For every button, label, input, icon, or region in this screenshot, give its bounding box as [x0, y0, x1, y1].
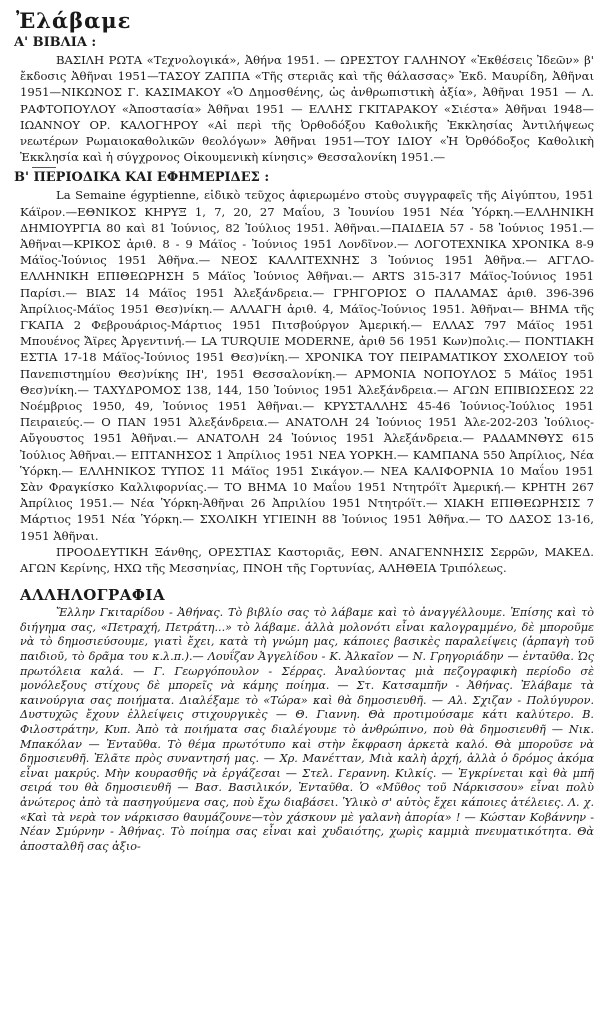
section-divider [32, 167, 56, 168]
section-a-heading: Α' ΒΙΒΛΙΑ : [14, 35, 97, 50]
books-list-text: ΒΑΣΙΛΗ ΡΩΤΑ «Τεχνολογικά», Ἀθήνα 1951. — ΩΡΕΣΤΟΥ ΓΑΛΗΝΟΥ «Ἐκθέσεις Ἰδεῶν» β' ἔκδοσις Ἀθῆναι 1951—ΤΑΣΟΥ ΖΑΠΠΑ «Τῆς στεριᾶς καὶ τῆς θάλασσας» Ἐκδ. Μαυρίδη, Ἀθῆναι 1951—ΝΙΚΩΝΟΣ Γ. ΚΑΣΙΜΑΚΟΥ «Ὁ Δημοσθένης, ὡς ἀνθρωπιστικὴ ἀξία», Ἀθῆναι 1951 — Λ. ΡΑΦΤΟΠΟΥΛΟΥ «Ἀποστασία» Ἀθῆναι 1951 — ΕΛΛΗΣ ΓΚΙΤΑΡΑΚΟΥ «Σιέστα» Ἀθῆναι 1948—ΙΩΑΝΝΟΥ ΟΡ. ΚΑΛΟΓΗΡΟΥ «Αἱ περὶ τῆς Ὀρθοδόξου Καθολικῆς Ἐκκλησίας Ἀντιλήψεως νεωτέρων Ρωμαιοκαθολικῶν θεολόγων» Ἀθῆναι 1951—ΤΟΥ ΙΔΙΟΥ «Ἡ Ὀρθόδοξος Καθολικὴ Ἐκκλησία καὶ ἡ σύγχρονος Οἰκουμενικὴ κίνησις» Θεσσαλονίκη 1951.— [20, 53, 594, 165]
page-title: Ἐλάβαμε [16, 8, 132, 33]
correspondence-text: Ἔλλην Γκιταρίδου - Ἀθήνας. Τὸ βιβλίο σας τὸ λάβαμε καὶ τὸ ἀναγγέλλουμε. Ἐπίσης καὶ τὸ διήγημα σας, «Πετραχή, Πετράτη...» τὸ λάβαμε. ἀλλὰ μολονότι εἶναι καλογραμμένο, δὲ μποροῦμε νὰ τὸ δημοσιεύσουμε, γιατὶ ἔχει, κατὰ τὴ γνώμη μας, κάποιες βασικὲς παραλείψεις (ἁρπαγὴ τοῦ παιδιοῦ, τὸ δρᾶμα του κ.λ.π.).— Λουΐζαν Ἀγγελίδου - Κ. Ἀλκαῖον — Ν. Γρηγοριάδην — ἐνταῦθα. Ὡς πρωτόλεια καλά. — Γ. Γεωργόπουλον - Σέρρας. Ἀναλύοντας μιὰ πεζογραφικὴ περίοδο σὲ μονόλεξους στίχους δὲ μπορεῖς νὰ κάμης ποίημα. — Στ. Κατσαμπῆν - Ἀθήνας. Ἐλάβαμε τὰ καινούργια σας ποιήματα. Διαλέξαμε τὸ «Τώρα» καὶ θὰ δημοσιευθῆ. — Αλ. Σχιζαν - Πολύγυρον. Δυστυχῶς ἔχουν ἐλλείψεις στιχουργικὲς — Θ. Γιαννη. Θὰ προτιμούσαμε κάτι καλύτερο. Β. Φιλοστράτην, Κυπ. Ἀπὸ τὰ ποιήματα σας διαλέγουμε τὸ ἀνθρώπινο, ποὺ θὰ δημοσιευθῆ — Νικ. Μπακόλαν — Ἐνταῦθα. Τὸ θέμα πρωτότυπο καὶ στὴν ἔκφραση ἀρκετὰ καλό. Θὰ μποροῦσε νὰ δημοσιευθῆ. Ἐλᾶτε πρὸς συναντησή μας. — Χρ. Μανέτταν, Μιὰ καλὴ ἀρχή, ἀλλὰ ὁ δρόμος ἀκόμα εἶναι μακρύς. Μὴν κουρασθῆς νὰ ἐργάζεσαι — Στελ. Γεραννη. Κιλκίς. — Ἐγκρίνεται καὶ θὰ μπῆ σειρά του θὰ δημοσιευθῆ — Βασ. Βασιλικόν, Ἐνταῦθα. Ὁ «Μῦθος τοῦ Νάρκισσου» εἶναι πολὺ ἀνώτερος ἀπὸ τὰ πασηγούμενα σας, ποὺ ἔχω διαβάσει. Ὑλικὸ σ' αὐτὸς ἔχει κάποιες ἀτέλειες. Λ. χ. «Καὶ τὰ νερὰ τον νάρκισσο θαυμάζουνε—τὸν χάσκουν μὲ γαλανὴ ἀπορία» ! — Κώσταν Κοβάννην - Νέαν Σμύρνην - Ἀθήνας. Τὸ ποίημα σας εἶναι καὶ χυδαιότης, χωρὶς καμμιὰ πνευματικότητα. Θὰ ἀποσταλθῆ σας ἀξιο- [20, 606, 594, 853]
section-b-heading: Β' ΠΕΡΙΟΔΙΚΑ ΚΑΙ ΕΦΗΜΕΡΙΔΕΣ : [14, 170, 270, 186]
correspondence-heading: ΑΛΛΗΛΟΓΡΑΦΙΑ [20, 586, 166, 605]
periodicals-list-text: La Semaine égyptienne, εἰδικὸ τεῦχος ἀφιερωμένο στοὺς συγγραφεῖς τῆς Αἰγύπτου, 1951 Κάϊρον.—ΕΘΝΙΚΟΣ ΚΗΡΥΞ 1, 7, 20, 27 Μαΐου, 3 Ἰουνίου 1951 Νέα Ὑόρκη.—ΕΛΛΗΝΙΚΗ ΔΗΜΙΟΥΡΓΙΑ 80 καὶ 81 Ἰούνιος, 82 Ἰούλιος 1951. Ἀθῆναι.—ΠΑΙΔΕΙΑ 57 - 58 Ἰούνιος 1951.— Ἀθῆναι—ΚΡΙΚΟΣ ἀριθ. 8 - 9 Μάϊος - Ἰούνιος 1951 Λονδῖνον.— ΛΟΓΟΤΕΧΝΙΚΑ ΧΡΟΝΙΚΑ 8-9 Μάϊος-Ἰούνιος 1951 Ἀθῆνα.— ΝΕΟΣ ΚΑΛΛΙΤΕΧΝΗΣ 3 Ἰούνιος 1951 Ἀθῆνα.— ΑΓΓΛΟ-ΕΛΛΗΝΙΚΗ ΕΠΙΘΕΩΡΗΣΗ 5 Μάϊος Ἰούνιος Ἀθῆναι.— ARTS 315-317 Μάϊος-Ἰούνιος 1951 Παρίσι.— ΒΙΑΣ 14 Μάϊος 1951 Ἀλεξάνδρεια.— ΓΡΗΓΟΡΙΟΣ Ο ΠΑΛΑΜΑΣ ἀριθ. 396-396 Ἀπρίλιος-Μάϊος 1951 Θεσ)νίκη.— ΑΛΛΑΓΗ ἀριθ. 4, Μάϊος-Ἰούνιος 1951. Ἀθῆναι— ΒΗΜΑ τῆς ΓΚΑΠΑ 2 Φεβρουάριος-Μάρτιος 1951 Πιτσβούργον Ἀμερική.— ΕΛΛΑΣ 797 Μάϊος 1951 Μπουένος Ἄϊρες Ἀργεντινή.— LA TURQUIE MODERNE, ἀριθ 56 1951 Κων)πολις.— ΠΟΝΤΙΑΚΗ ΕΣΤΙΑ 17-18 Μάϊος-Ἰούνιος 1951 Θεσ)νίκη.— ΧΡΟΝΙΚΑ ΤΟΥ ΠΕΙΡΑΜΑΤΙΚΟΥ ΣΧΟΛΕΙΟΥ τοῦ Πανεπιστημίου Θεσ)νίκης ΙΗ', 1951 Θεσσαλονίκη.— ΑΡΜΟΝΙΑ ΝΟΠΟΥΛΟΣ 5 Μάϊος 1951 Θεσ)νίκη.— ΤΑΧΥΔΡΟΜΟΣ 138, 144, 150 Ἰούνιος 1951 Ἀλεξάνδρεια.— ΑΓΩΝ ΕΠΙΒΙΩΣΕΩΣ 22 Νοέμβριος 1950, 49, Ἰούνιος 1951 Ἀθῆναι.— ΚΡΥΣΤΑΛΛΗΣ 45-46 Ἰούνιος-Ἰούλιος 1951 Πειραιεύς.— Ο ΠΑΝ 1951 Ἀλεξάνδρεια.— ΑΝΑΤΟΛΗ 24 Ἰούνιος 1951 Ἀλε-202-203 Ἰούλιος-Αὔγουστος 1951 Ἀθῆναι.— ΑΝΑΤΟΛΗ 24 Ἰούνιος 1951 Ἀλεξάνδρεια.— ΡΑΔΑΜΝΘΥΣ 615 Ἰούλιος Ἀθῆναι.— ΕΠΤΑΝΗΣΟΣ 1 Ἀπρίλιος 1951 ΝΕΑ ΥΟΡΚΗ.— ΚΑΜΠΑΝΑ 550 Ἀπρίλιος, Νέα Ὑόρκη.— ΕΛΛΗΝΙΚΟΣ ΤΥΠΟΣ 11 Μάϊος 1951 Σικάγον.— ΝΕΑ ΚΑΛΙΦΟΡΝΙΑ 10 Μαΐου 1951 Σὰν Φραγκίσκο Καλλιφορνίας.— ΤΟ ΒΗΜΑ 10 Μαΐου 1951 Ντητρόϊτ Ἀμερική.— ΚΡΗΤΗ 267 Ἀπρίλιος 1951.— Νέα Ὑόρκη-Ἀθῆναι 26 Ἀπριλίου 1951 Ντητρόϊτ.— ΧΙΑΚΗ ΕΠΙΘΕΩΡΗΣΙΣ 7 Μάρτιος 1951 Νέα Ὑόρκη.— ΣΧΟΛΙΚΗ ΥΓΙΕΙΝΗ 88 Ἰούνιος 1951 Ἀθῆνα.— ΤΟ ΔΑΣΟΣ 13-16, 1951 Ἀθῆναι. [20, 188, 594, 543]
newspapers-list-text: ΠΡΟΟΔΕΥΤΙΚΗ Ξάνθης, ΟΡΕΣΤΙΑΣ Καστοριᾶς, ΕΘΝ. ΑΝΑΓΕΝΝΗΣΙΣ Σερρῶν, ΜΑΚΕΔ. ΑΓΩΝ Κερίνης, ΗΧΩ τῆς Μεσσηνίας, ΠΝΟΗ τῆς Γορτυνίας, ΑΛΗΘΕΙΑ Τριπόλεως. [20, 544, 594, 576]
